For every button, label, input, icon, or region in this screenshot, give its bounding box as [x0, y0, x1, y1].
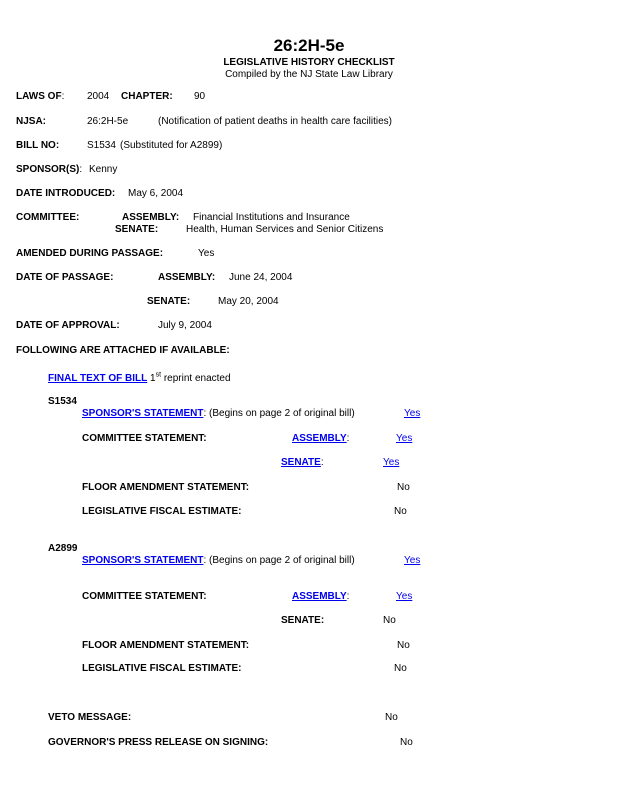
s1534-sponsor-note: : (Begins on page 2 of original bill) [203, 408, 355, 419]
s1534-floor-value: No [397, 482, 410, 493]
njsa-description: (Notification of patient deaths in health care facilities) [158, 116, 393, 127]
a2899-assembly-link[interactable]: ASSEMBLY [292, 591, 347, 602]
s1534-fiscal-label: LEGISLATIVE FISCAL ESTIMATE: [82, 506, 242, 517]
laws-of-year: 2004 [87, 91, 110, 102]
a2899-floor-label: FLOOR AMENDMENT STATEMENT: [82, 640, 250, 651]
s1534-floor-label: FLOOR AMENDMENT STATEMENT: [82, 482, 250, 493]
chapter-value: 90 [194, 91, 206, 102]
s1534-assembly-yes-link[interactable]: Yes [396, 433, 413, 444]
final-text-row [48, 373, 231, 385]
a2899-assembly-yes-link[interactable]: Yes [396, 591, 413, 602]
laws-of-colon: : [61, 91, 65, 102]
sponsors-colon: : [79, 164, 83, 175]
committee-senate-label: SENATE: [115, 224, 159, 235]
date-introduced-value: May 6, 2004 [128, 188, 184, 199]
s1534-senate-link[interactable]: SENATE [281, 457, 321, 468]
s1534-sponsor-row [82, 408, 355, 420]
s1534-senate-colon: : [320, 457, 324, 468]
s1534-sponsor-statement-link[interactable]: SPONSOR'S STATEMENT [82, 408, 204, 419]
date-introduced-label: DATE INTRODUCED: [16, 188, 116, 199]
bill-no-label: BILL NO: [16, 140, 60, 151]
sponsors-label: SPONSOR(S) [16, 164, 80, 175]
s1534-assembly-row [292, 433, 349, 445]
sponsors-value: Kenny [89, 164, 118, 175]
date-of-approval-value: July 9, 2004 [158, 320, 212, 331]
s1534-bill-label: S1534 [48, 396, 77, 407]
s1534-sponsor-yes-link[interactable]: Yes [404, 408, 421, 419]
bill-no-note: (Substituted for A2899) [120, 140, 223, 151]
page-subtitle: LEGISLATIVE HISTORY CHECKLIST [223, 57, 395, 68]
a2899-sponsor-row [82, 555, 355, 567]
njsa-label: NJSA: [16, 116, 47, 127]
laws-of-label: LAWS OF [16, 91, 62, 102]
final-text-note: reprint enacted [163, 373, 231, 384]
sponsors-row [16, 164, 82, 176]
a2899-floor-value: No [397, 640, 410, 651]
final-text-reprint: 1st [150, 371, 162, 384]
committee-senate-value: Health, Human Services and Senior Citizens [186, 224, 384, 235]
njsa-value: 26:2H-5e [87, 116, 129, 127]
a2899-fiscal-value: No [394, 663, 407, 674]
committee-assembly-label: ASSEMBLY: [122, 212, 180, 223]
press-release-label: GOVERNOR'S PRESS RELEASE ON SIGNING: [48, 737, 269, 748]
passage-assembly-label: ASSEMBLY: [158, 272, 216, 283]
passage-senate-value: May 20, 2004 [218, 296, 279, 307]
a2899-senate-value: No [383, 615, 396, 626]
chapter-label: CHAPTER: [121, 91, 173, 102]
compiled-by: Compiled by the NJ State Law Library [225, 69, 393, 80]
a2899-sponsor-statement-link[interactable]: SPONSOR'S STATEMENT [82, 555, 204, 566]
final-text-link[interactable]: FINAL TEXT OF BILL [48, 373, 148, 384]
a2899-assembly-colon: : [346, 591, 350, 602]
a2899-sponsor-yes-link[interactable]: Yes [404, 555, 421, 566]
a2899-committee-label: COMMITTEE STATEMENT: [82, 591, 207, 602]
page-title: 26:2H-5e [273, 36, 345, 55]
veto-label: VETO MESSAGE: [48, 712, 132, 723]
press-release-value: No [400, 737, 413, 748]
a2899-bill-label: A2899 [48, 543, 78, 554]
a2899-senate-label: SENATE: [281, 615, 325, 626]
amended-label: AMENDED DURING PASSAGE: [16, 248, 164, 259]
s1534-senate-yes-link[interactable]: Yes [383, 457, 400, 468]
laws-of-row [16, 91, 64, 103]
amended-value: Yes [198, 248, 215, 259]
s1534-assembly-colon: : [346, 433, 350, 444]
bill-no-value: S1534 [87, 140, 116, 151]
a2899-fiscal-label: LEGISLATIVE FISCAL ESTIMATE: [82, 663, 242, 674]
s1534-committee-label: COMMITTEE STATEMENT: [82, 433, 207, 444]
date-of-approval-label: DATE OF APPROVAL: [16, 320, 120, 331]
a2899-sponsor-note: : (Begins on page 2 of original bill) [203, 555, 355, 566]
s1534-fiscal-value: No [394, 506, 407, 517]
veto-value: No [385, 712, 398, 723]
attached-heading: FOLLOWING ARE ATTACHED IF AVAILABLE: [16, 345, 230, 356]
date-of-passage-label: DATE OF PASSAGE: [16, 272, 114, 283]
passage-assembly-value: June 24, 2004 [229, 272, 293, 283]
s1534-senate-row [281, 457, 324, 469]
s1534-assembly-link[interactable]: ASSEMBLY [292, 433, 347, 444]
committee-label: COMMITTEE: [16, 212, 80, 223]
passage-senate-label: SENATE: [147, 296, 191, 307]
a2899-assembly-row [292, 591, 349, 603]
committee-assembly-value: Financial Institutions and Insurance [193, 212, 350, 223]
